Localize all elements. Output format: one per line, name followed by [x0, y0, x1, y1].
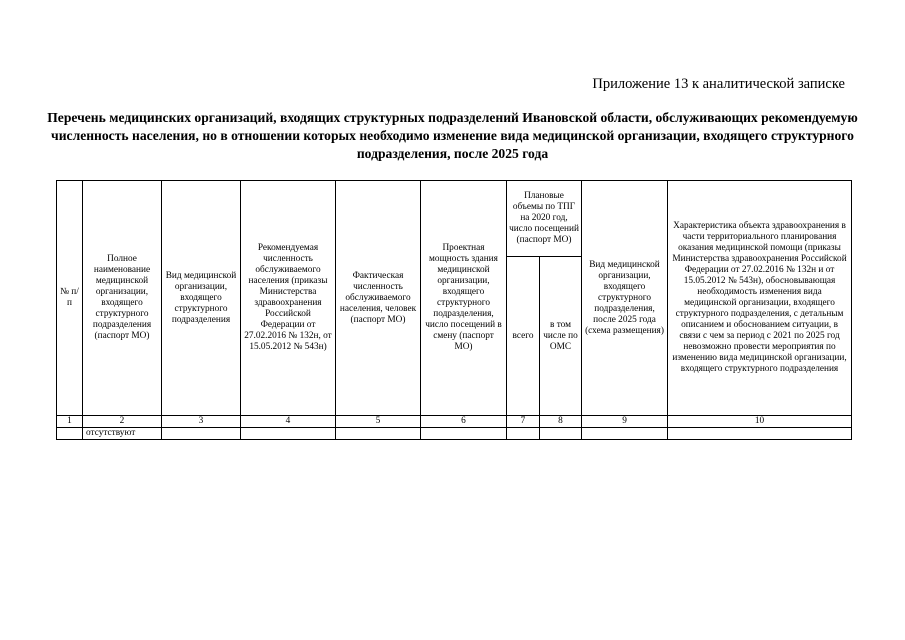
table-row [57, 428, 852, 440]
column-number: 3 [162, 416, 241, 428]
table-cell [540, 428, 582, 440]
table-cell [336, 428, 421, 440]
header-recommended-population: Рекомендуемая численность обслуживаемого населения (приказы Министерства здравоохранения Российской Федерации от 27.02.2016 № 132н, от 15.05.2012 № 543н) [241, 181, 336, 416]
column-number: 4 [241, 416, 336, 428]
header-planned-volumes: Плановые объемы по ТПГ на 2020 год, число посещений (паспорт МО) [507, 181, 582, 257]
header-design-capacity: Проектная мощность здания медицинской организации, входящего структурного подразделения, число посещений в смену (паспорт МО) [421, 181, 507, 416]
header-number: № п/п [57, 181, 83, 416]
header-full-name: Полное наименование медицинской организации, входящего структурного подразделения (паспорт МО) [83, 181, 162, 416]
column-number: 2 [83, 416, 162, 428]
appendix-label: Приложение 13 к аналитической записке [592, 76, 845, 92]
column-number: 6 [421, 416, 507, 428]
column-number: 1 [57, 416, 83, 428]
organizations-table [56, 180, 852, 440]
header-total: всего [507, 257, 540, 416]
header-actual-population: Фактическая численность обслуживаемого населения, человек (паспорт МО) [336, 181, 421, 416]
header-type-after-2025: Вид медицинской организации, входящего структурного подразделения, после 2025 года (схема размещения) [582, 181, 668, 416]
column-number: 10 [668, 416, 852, 428]
column-numbers-row [57, 416, 852, 428]
column-number: 5 [336, 416, 421, 428]
column-number: 9 [582, 416, 668, 428]
table-cell [668, 428, 852, 440]
table-cell [582, 428, 668, 440]
table-cell [57, 428, 83, 440]
column-number: 8 [540, 416, 582, 428]
column-number: 7 [507, 416, 540, 428]
header-organization-type: Вид медицинской организации, входящего структурного подразделения [162, 181, 241, 416]
absent-cell: отсутствуют [83, 428, 162, 440]
table-cell [241, 428, 336, 440]
header-including-oms: в том числе по ОМС [540, 257, 582, 416]
table-cell [507, 428, 540, 440]
document-title: Перечень медицинских организаций, входящих структурных подразделений Ивановской области, обслуживающих рекомендуемую численность населения, но в отношении которых необходимо изменение вида медицинской организации, входящего структурного подразделения, после 2025 года [47, 110, 858, 161]
header-characteristics: Характеристика объекта здравоохранения в части территориального планирования оказания медицинской помощи (приказы Министерства здравоохранения Российской Федерации от 27.02.2016 № 132н и от 15.05.2012 № 543н), обосновывающая необходимость изменения вида медицинской организации, входящего структурного подразделения, с детальным описанием и обоснованием ситуации, в связи с чем за период с 2021 по 2025 год невозможно провести мероприятия по изменению вида медицинской организации, входящего структурного подразделения [668, 181, 852, 416]
table-cell [162, 428, 241, 440]
table-header-row-1 [57, 181, 852, 257]
table-cell [421, 428, 507, 440]
